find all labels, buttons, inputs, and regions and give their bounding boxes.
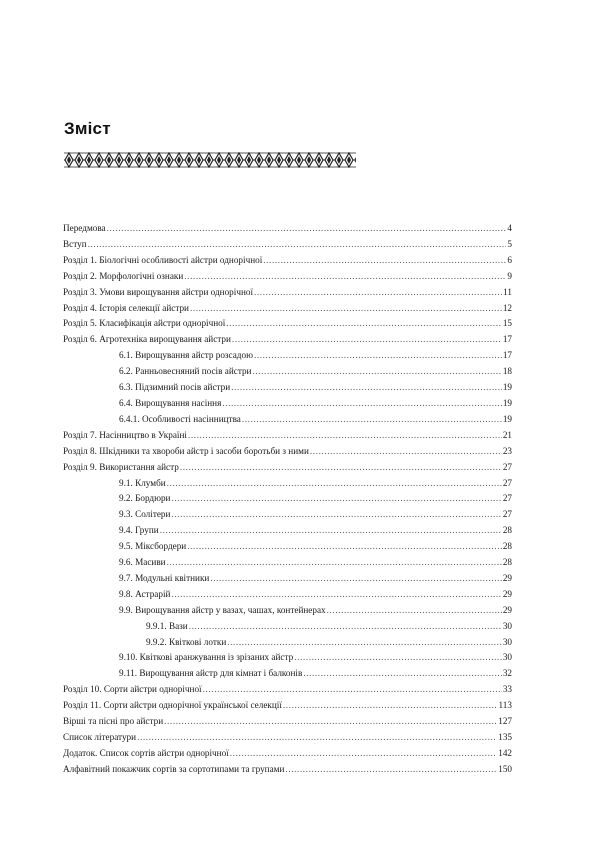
toc-entry[interactable]: Розділ 5. Класифікація айстри однорічної ..... 15 — [63, 316, 512, 332]
toc-entry[interactable]: 9.4. Групи ..... 28 — [63, 523, 512, 539]
toc-entry[interactable]: 9.6. Масиви ..... 28 — [63, 555, 512, 571]
toc-entry[interactable]: Алфавітний покажчик сортів за сортотипами та групами ..... 150 — [63, 762, 512, 778]
toc-entry[interactable]: 6.4.1. Особливості насінництва ..... 19 — [63, 412, 512, 428]
toc-entry[interactable]: 9.5. Міксбордери ..... 28 — [63, 539, 512, 555]
toc-entry[interactable]: 9.7. Модульні квітники ..... 29 — [63, 571, 512, 587]
toc-entry[interactable]: 6.3. Підзимний посів айстри ..... 19 — [63, 380, 512, 396]
toc-entry[interactable]: Розділ 6. Агротехніка вирощування айстри ..... 17 — [63, 332, 512, 348]
toc-entry[interactable]: Розділ 3. Умови вирощування айстри однорічної ..... 11 — [63, 285, 512, 301]
toc-entry[interactable]: Розділ 1. Біологічні особливості айстри однорічної ..... 6 — [63, 253, 512, 269]
table-of-contents — [63, 221, 512, 778]
toc-entry[interactable]: 9.3. Солітери ..... 27 — [63, 507, 512, 523]
toc-entry[interactable]: Розділ 7. Насінництво в Україні ..... 21 — [63, 428, 512, 444]
toc-entry[interactable]: Розділ 4. Історія селекції айстри ..... 12 — [63, 301, 512, 317]
decorative-border-ornament — [64, 152, 356, 168]
toc-entry[interactable]: Розділ 9. Використання айстр ..... 27 — [63, 460, 512, 476]
toc-entry[interactable]: 6.4. Вирощування насіння ..... 19 — [63, 396, 512, 412]
toc-entry[interactable]: Розділ 8. Шкідники та хвороби айстр і засоби боротьби з ними ..... 23 — [63, 444, 512, 460]
toc-entry[interactable]: Передмова ..... 4 — [63, 221, 512, 237]
toc-entry[interactable]: Вірші та пісні про айстри ..... 127 — [63, 714, 512, 730]
toc-entry[interactable]: 6.1. Вирощування айстр розсадою ..... 17 — [63, 348, 512, 364]
toc-entry[interactable]: Розділ 10. Сорти айстри однорічної ..... 33 — [63, 682, 512, 698]
toc-entry[interactable]: Список літератури ..... 135 — [63, 730, 512, 746]
page-title: Зміст — [64, 119, 111, 138]
toc-entry[interactable]: 9.10. Квіткові аранжування із зрізаних айстр ..... 30 — [63, 650, 512, 666]
toc-entry[interactable]: Розділ 2. Морфологічні ознаки ..... 9 — [63, 269, 512, 285]
toc-entry[interactable]: 9.11. Вирощування айстр для кімнат і балконів ..... 32 — [63, 666, 512, 682]
toc-entry[interactable]: Додаток. Список сортів айстри однорічної ..... 142 — [63, 746, 512, 762]
toc-entry[interactable]: 9.9.2. Квіткові лотки ..... 30 — [63, 635, 512, 651]
toc-entry[interactable]: 9.9. Вирощування айстр у вазах, чашах, контейнерах ..... 29 — [63, 603, 512, 619]
toc-entry[interactable]: 9.9.1. Вази ..... 30 — [63, 619, 512, 635]
toc-entry[interactable]: 6.2. Ранньовесняний посів айстри ..... 18 — [63, 364, 512, 380]
toc-entry[interactable]: Розділ 11. Сорти айстри однорічної української селекції ..... 113 — [63, 698, 512, 714]
toc-entry[interactable]: 9.1. Клумби ..... 27 — [63, 476, 512, 492]
toc-entry[interactable]: Вступ ..... 5 — [63, 237, 512, 253]
toc-entry[interactable]: 9.8. Астрарій ..... 29 — [63, 587, 512, 603]
toc-entry[interactable]: 9.2. Бордюри ..... 27 — [63, 491, 512, 507]
